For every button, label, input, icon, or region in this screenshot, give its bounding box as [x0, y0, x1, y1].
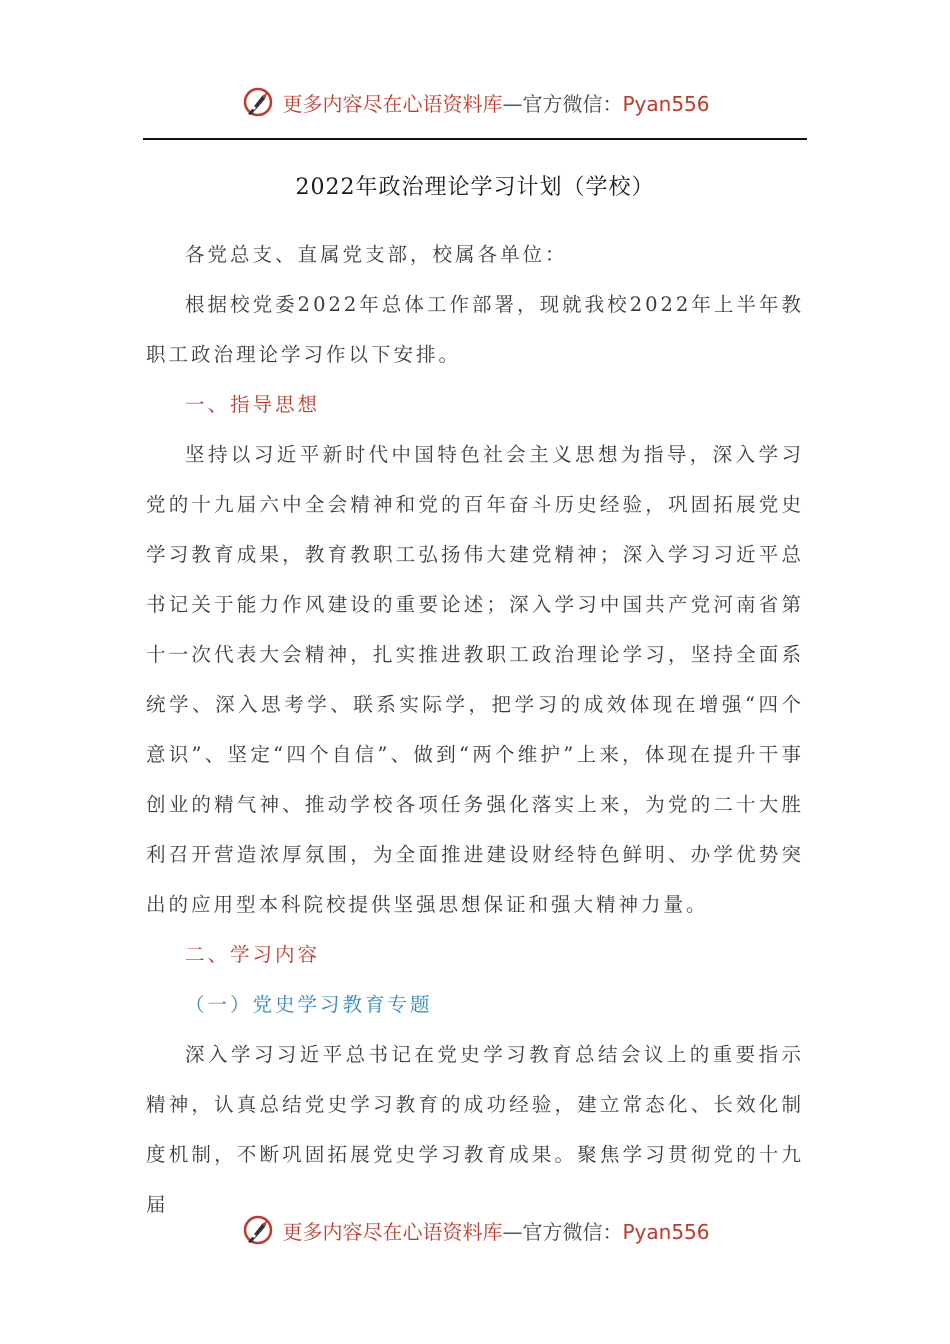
- section-heading-guiding-ideology: 一、指导思想: [185, 393, 321, 416]
- section-body-party-history: 深入学习习近平总书记在党史学习教育总结会议上的重要指示精神，认真总结党史学习教育的成功经验，建立常态化、长效化制度机制，不断巩固拓展党史学习教育成果。聚焦学习贯彻党的十九届: [146, 1043, 804, 1216]
- header-banner: [0, 82, 950, 122]
- section-heading-study-content: 二、学习内容: [185, 943, 321, 966]
- banner-text: [282, 1216, 709, 1245]
- salutation: 各党总支、直属党支部，校属各单位：: [185, 243, 568, 266]
- banner-dash: —: [502, 91, 523, 116]
- subheading-party-history: （一）党史学习教育专题: [185, 993, 433, 1016]
- banner-wechat-id: Pyan556: [622, 1219, 710, 1244]
- section-body-guiding-ideology: 坚持以习近平新时代中国特色社会主义思想为指导，深入学习党的十九届六中全会精神和党的百年奋斗历史经验，巩固拓展党史学习教育成果，教育教职工弘扬伟大建党精神；深入学习习近平总书记关于能力作风建设的重要论述；深入学习中国共产党河南省第十一次代表大会精神，扎实推进教职工政治理论学习，坚持全面系统学、深入思考学、联系实际学，把学习的成效体现在增强“四个意识”、坚定“四个自信”、做到“两个维护”上来，体现在提升干事创业的精气神、推动学校各项任务强化落实上来，为党的二十大胜利召开营造浓厚氛围，为全面推进建设财经特色鲜明、办学优势突出的应用型本科院校提供坚强思想保证和强大精神力量。: [146, 443, 804, 916]
- banner-wechat-id: Pyan556: [622, 91, 710, 116]
- document-body: [146, 230, 804, 1230]
- banner-brand: 更多内容尽在心语资料库: [282, 91, 503, 116]
- banner-brand: 更多内容尽在心语资料库: [282, 1219, 503, 1244]
- pen-nib-logo-icon: [240, 84, 276, 120]
- header-rule: [143, 138, 807, 140]
- pen-nib-logo-icon: [240, 1212, 276, 1248]
- banner-label: 官方微信：: [522, 91, 623, 116]
- banner-dash: —: [502, 1219, 523, 1244]
- page-title: 2022年政治理论学习计划（学校）: [295, 175, 655, 200]
- banner-label: 官方微信：: [522, 1219, 623, 1244]
- intro-paragraph: 根据校党委2022年总体工作部署，现就我校2022年上半年教职工政治理论学习作以下安排。: [146, 293, 804, 366]
- banner-text: [282, 88, 709, 117]
- footer-banner: [0, 1210, 950, 1250]
